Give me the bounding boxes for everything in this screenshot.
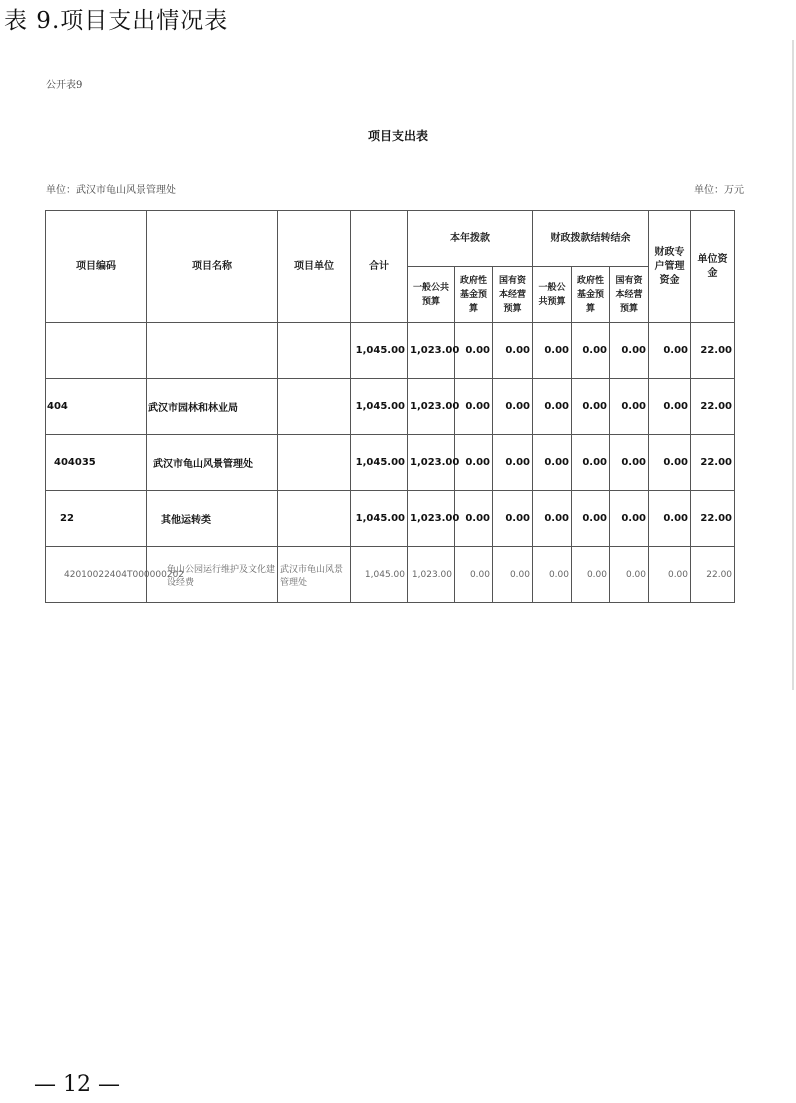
cell-value: 0.00 xyxy=(610,323,649,379)
cell-value: 22.00 xyxy=(691,547,735,603)
header-special-account-funds: 财政专户管理资金 xyxy=(649,211,691,323)
cell-value: 0.00 xyxy=(649,547,691,603)
header-sub-government-fund: 政府性基金预算 xyxy=(455,267,493,323)
cell-value: 22.00 xyxy=(691,435,735,491)
cell-unit: 武汉市龟山风景管理处 xyxy=(278,547,351,603)
cell-value: 0.00 xyxy=(493,435,533,491)
cell-value: 1,023.00 xyxy=(408,379,455,435)
cell-name: 武汉市园林和林业局 xyxy=(147,379,278,435)
table-row xyxy=(46,547,735,603)
cell-name: 武汉市龟山风景管理处 xyxy=(147,435,278,491)
cell-code: 22 xyxy=(46,491,147,547)
cell-value: 0.00 xyxy=(649,435,691,491)
cell-value: 1,023.00 xyxy=(408,435,455,491)
cell-total: 1,045.00 xyxy=(351,547,408,603)
cell-unit xyxy=(278,435,351,491)
cell-total: 1,045.00 xyxy=(351,435,408,491)
cell-code xyxy=(46,323,147,379)
cell-value: 0.00 xyxy=(533,379,572,435)
cell-value: 0.00 xyxy=(493,491,533,547)
cell-value: 0.00 xyxy=(649,491,691,547)
document-heading: 表 9.项目支出情况表 xyxy=(4,8,229,34)
cell-total: 1,045.00 xyxy=(351,491,408,547)
header-unit-funds: 单位资金 xyxy=(691,211,735,323)
cell-value: 0.00 xyxy=(455,435,493,491)
cell-value: 0.00 xyxy=(610,435,649,491)
table-row xyxy=(46,323,735,379)
header-project-code: 项目编码 xyxy=(46,211,147,323)
header-sub-state-capital: 国有资本经营预算 xyxy=(493,267,533,323)
cell-total: 1,045.00 xyxy=(351,323,408,379)
cell-value: 0.00 xyxy=(572,435,610,491)
cell-total: 1,045.00 xyxy=(351,379,408,435)
header-sub-general-budget: 一般公共预算 xyxy=(408,267,455,323)
table-row xyxy=(46,491,735,547)
cell-unit xyxy=(278,491,351,547)
cell-value: 0.00 xyxy=(649,323,691,379)
cell-value: 0.00 xyxy=(533,547,572,603)
cell-value: 0.00 xyxy=(533,491,572,547)
cell-value: 1,023.00 xyxy=(408,323,455,379)
cell-unit xyxy=(278,379,351,435)
cell-code: 404 xyxy=(46,379,147,435)
cell-value: 0.00 xyxy=(572,491,610,547)
cell-value: 0.00 xyxy=(455,547,493,603)
cell-value: 0.00 xyxy=(493,379,533,435)
table-row xyxy=(46,435,735,491)
project-expenditure-table xyxy=(45,210,735,603)
table-row xyxy=(46,379,735,435)
cell-value: 0.00 xyxy=(493,323,533,379)
cell-value: 1,023.00 xyxy=(408,547,455,603)
cell-value: 0.00 xyxy=(610,547,649,603)
cell-value: 22.00 xyxy=(691,379,735,435)
table-title: 项目支出表 xyxy=(367,129,428,143)
cell-value: 1,023.00 xyxy=(408,491,455,547)
cell-value: 0.00 xyxy=(649,379,691,435)
cell-value: 0.00 xyxy=(533,435,572,491)
cell-value: 0.00 xyxy=(572,547,610,603)
form-number: 公开表9 xyxy=(46,80,83,91)
currency-unit: 单位：万元 xyxy=(694,185,744,196)
cell-name: 其他运转类 xyxy=(147,491,278,547)
cell-code: 42010022404T000000202 xyxy=(46,547,147,603)
cell-value: 0.00 xyxy=(455,323,493,379)
header-sub-government-fund: 政府性基金预算 xyxy=(572,267,610,323)
header-project-name: 项目名称 xyxy=(147,211,278,323)
cell-value: 22.00 xyxy=(691,491,735,547)
cell-value: 0.00 xyxy=(572,323,610,379)
cell-value: 0.00 xyxy=(610,491,649,547)
header-total: 合计 xyxy=(351,211,408,323)
cell-value: 0.00 xyxy=(610,379,649,435)
cell-code: 404035 xyxy=(46,435,147,491)
cell-name xyxy=(147,323,278,379)
header-row-1 xyxy=(46,211,735,267)
header-project-unit: 项目单位 xyxy=(278,211,351,323)
page-number: — 12 — xyxy=(34,1072,120,1097)
cell-name: 龟山公园运行维护及文化建设经费 xyxy=(147,547,278,603)
header-sub-state-capital: 国有资本经营预算 xyxy=(610,267,649,323)
cell-value: 0.00 xyxy=(455,379,493,435)
cell-value: 0.00 xyxy=(493,547,533,603)
cell-value: 0.00 xyxy=(572,379,610,435)
header-carryover-balance: 财政拨款结转结余 xyxy=(533,211,649,267)
header-sub-general-budget: 一般公共预算 xyxy=(533,267,572,323)
cell-value: 0.00 xyxy=(533,323,572,379)
scan-edge-line xyxy=(792,40,794,690)
cell-value: 22.00 xyxy=(691,323,735,379)
cell-value: 0.00 xyxy=(455,491,493,547)
reporting-unit: 单位：武汉市龟山风景管理处 xyxy=(46,185,176,196)
header-this-year-allocation: 本年拨款 xyxy=(408,211,533,267)
cell-unit xyxy=(278,323,351,379)
